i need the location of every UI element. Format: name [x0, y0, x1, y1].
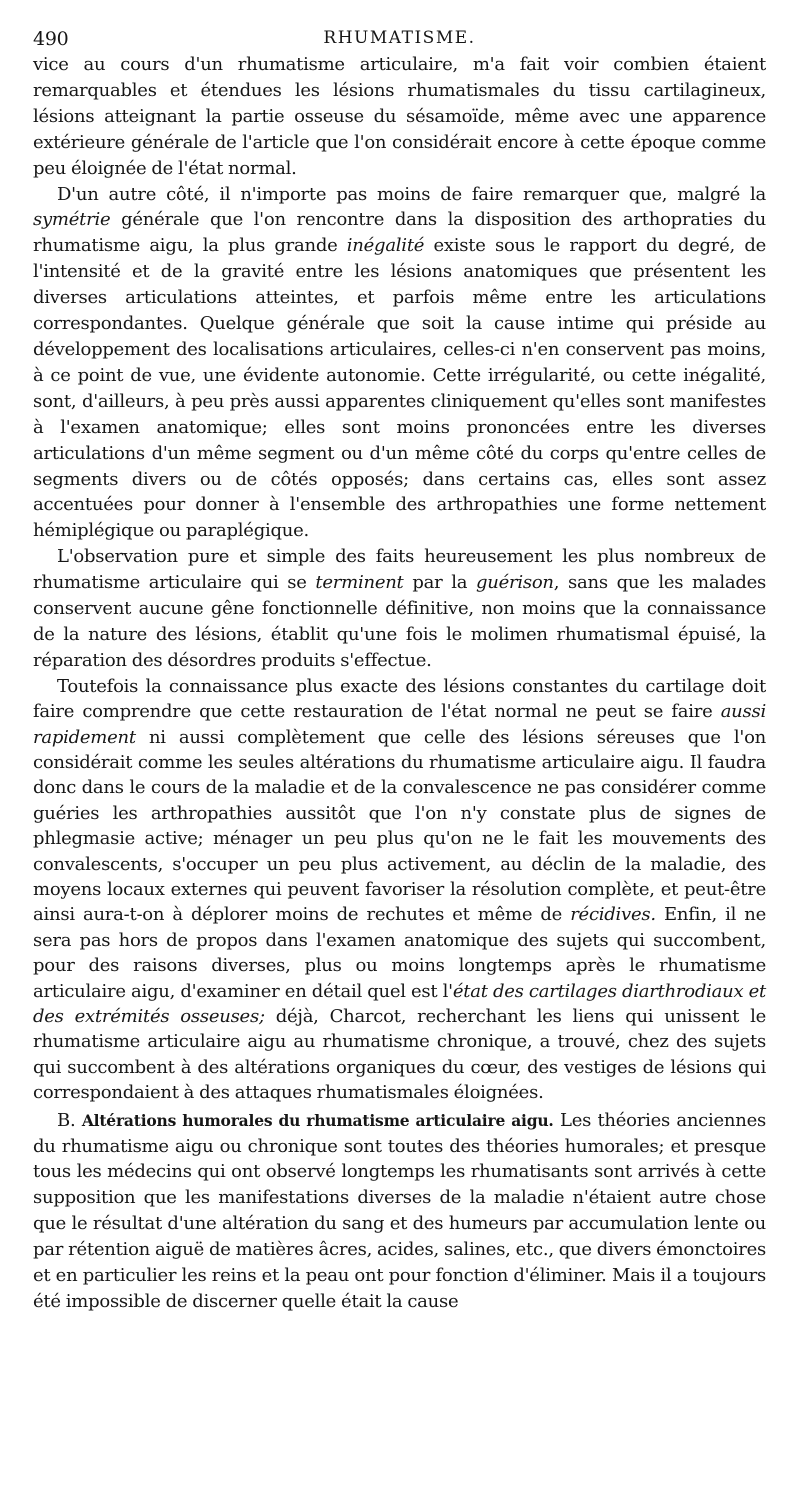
running-head: RHUMATISME. — [323, 28, 476, 48]
italic-run: récidives. — [570, 904, 656, 926]
section-heading: Altérations humorales du rhumatisme articulaire aigu. — [81, 1110, 554, 1130]
page-header — [33, 28, 766, 52]
book-page — [33, 28, 766, 1315]
italic-run: symétrie — [33, 209, 111, 231]
italic-run: guérison — [475, 572, 554, 594]
paragraph-4 — [33, 674, 766, 1106]
text-run: existe sous le rapport du degré, de l'intensité et de la gravité entre les lésions anatomiques que présentent les diverses articulations atteintes, et parfois même entre les articulations correspondantes. Quelque générale que soit la cause intime qui préside au développement des localisations articulaires, celles-ci n'en conservent pas moins, à ce point de vue, une évidente autonomie. Cette irrégularité, ou cette inégalité, sont, d'ailleurs, à peu près aussi apparentes cliniquement qu'elles sont manifestes à l'examen anatomique; elles sont moins prononcées entre les diverses articulations d'un même segment ou d'un même côté du corps qu'entre celles de segments divers ou de côtés opposés; dans certains cas, elles sont assez accentuées pour donner à l'ensemble des arthropathies une forme nettement hémiplégique ou paraplégique. — [33, 235, 766, 542]
text-run: par la — [403, 572, 476, 594]
italic-run: état des cartilages diarthrodiaux et des extrémités osseuses; — [33, 980, 767, 1028]
italic-run: inégalité — [346, 235, 425, 257]
text-run: Enfin, il ne sera pas hors de propos dans l'examen anatomique des sujets qui succombent, pour des raisons diverses, plus ou moins longtemps après le rhumatisme articulaire aigu, d'examiner en détail quel est l' — [33, 904, 766, 1002]
text-run: L'observation pure et simple des faits heureusement les plus nombreux de rhumatisme articulaire qui se — [33, 546, 766, 594]
italic-run: terminent — [315, 572, 404, 594]
paragraph-3 — [33, 544, 766, 674]
text-run: B. — [57, 1109, 82, 1131]
text-run: Les théories anciennes du rhumatisme aigu ou chronique sont toutes des théories humorales; et presque tous les médecins qui ont observé longtemps les rhumatisants sont arrivés à cette supposition que les manifestations diverses de la maladie n'étaient autre chose que le résultat d'une altération du sang et des humeurs par accumulation lente ou par rétention aiguë de matières âcres, acides, salines, etc., que divers émonctoires et en particulier les reins et la peau ont pour fonction d'éliminer. Mais il a toujours été impossible de discerner quelle était la cause — [33, 1109, 767, 1312]
text-run: vice au cours d'un rhumatisme articulaire, m'a fait voir combien étaient remarquables et étendues les lésions rhumatismales du tissu cartilagineux, lésions atteignant la partie osseuse du sésamoïde, même avec une apparence extérieure générale de l'article que l'on considérait encore à cette époque comme peu éloignée de l'état normal. — [33, 54, 766, 179]
text-run: D'un autre côté, il n'importe pas moins de faire remarquer que, malgré la — [57, 183, 766, 205]
paragraph-2 — [33, 182, 766, 545]
paragraph-5 — [33, 1108, 766, 1315]
text-run: ni aussi complètement que celle des lésions séreuses que l'on considérait comme les seules altérations du rhumatisme articulaire aigu. Il faudra donc dans le cours de la maladie et de la convalescence ne pas considérer comme guéries les arthropathies aussitôt que l'on n'y constate plus de signes de phlegmasie active; ménager un peu plus qu'on ne le fait les mouvements des convalescents, s'occuper un peu plus activement, au déclin de la maladie, des moyens locaux externes qui peuvent favoriser la résolution complète, et peut-être ainsi aura-t-on à déplorer moins de rechutes et même de — [33, 726, 766, 926]
text-run: Toutefois la connaissance plus exacte des lésions constantes du cartilage doit faire comprendre que cette restauration de l'état normal ne peut se faire — [33, 675, 766, 723]
text-run: générale que l'on rencontre dans la disposition des arthopraties du rhumatisme aigu, la plus grande — [33, 209, 766, 257]
paragraph-1 — [33, 52, 766, 182]
italic-run: aussi rapidement — [33, 701, 766, 748]
text-run: , sans que les malades conservent aucune gêne fonctionnelle définitive, non moins que la connaissance de la nature des lésions, établit qu'une fois le molimen rhumatismal épuisé, la réparation des désordres produits s'effectue. — [33, 572, 766, 671]
text-run: déjà, Charcot, recherchant les liens qui unissent le rhumatisme articulaire aigu au rhumatisme chronique, a trouvé, chez des sujets qui succombent à des altérations organiques du cœur, des vestiges de lésions qui correspondaient à des attaques rhumatismales éloignées. — [33, 1006, 766, 1104]
page-number: 490 — [33, 28, 69, 50]
